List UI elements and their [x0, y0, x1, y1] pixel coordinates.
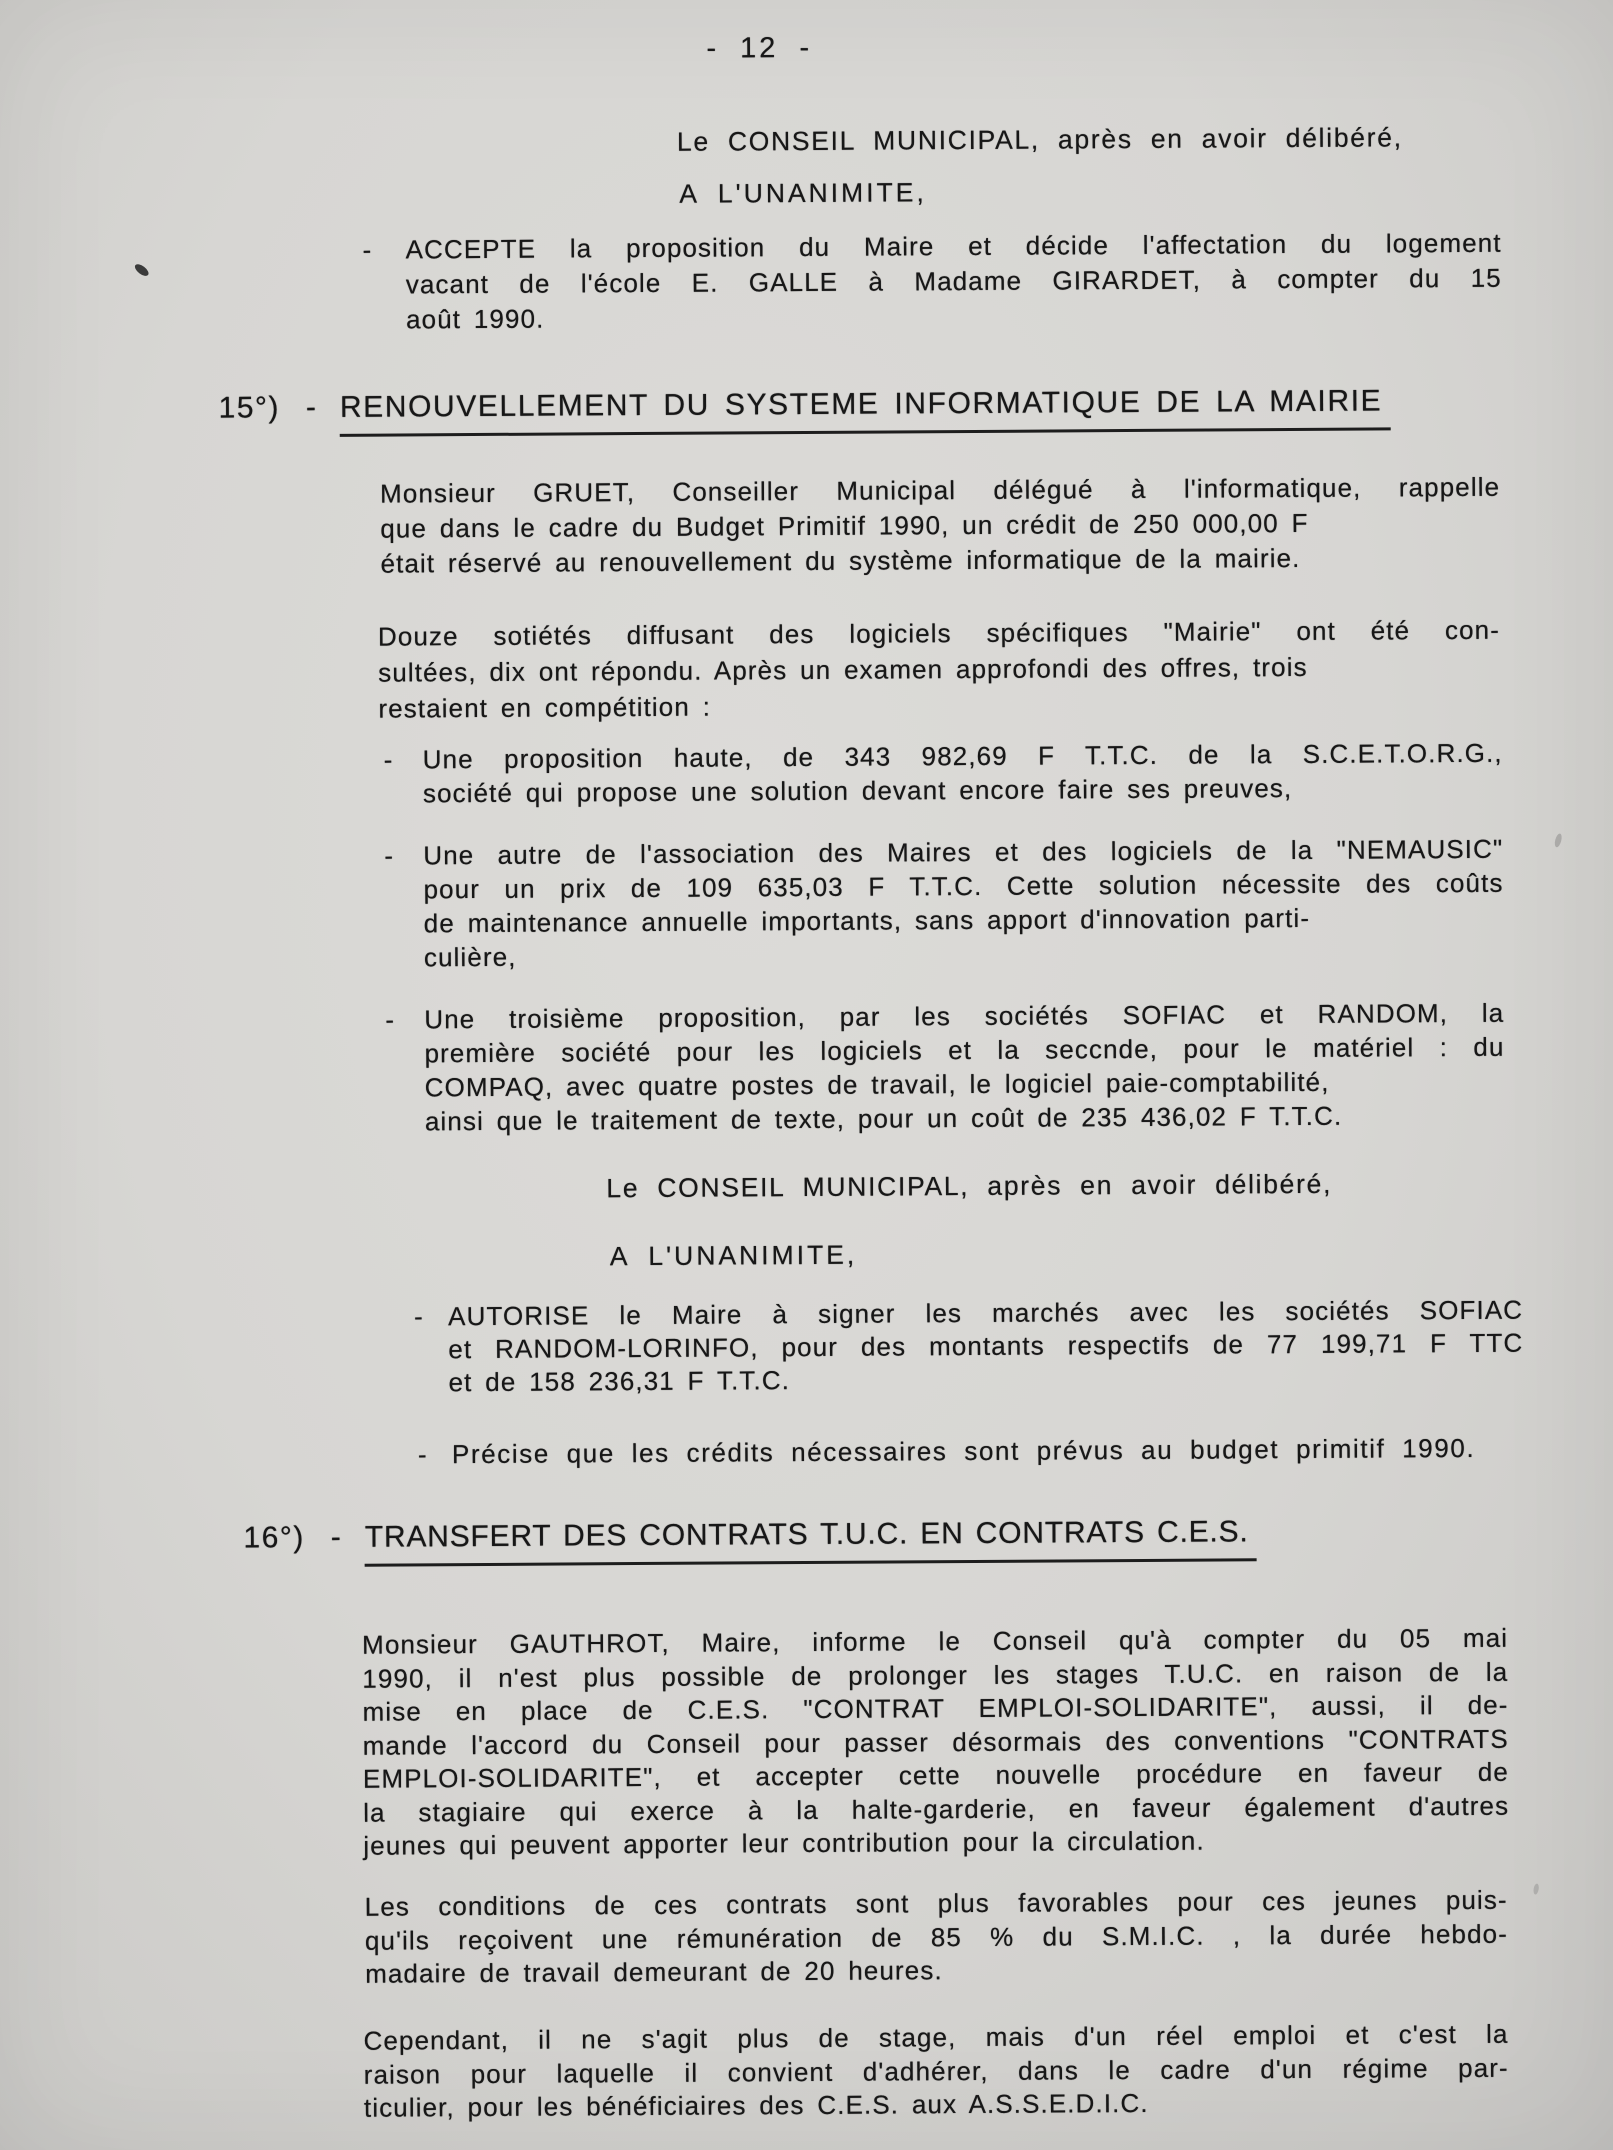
- text-line: pour un prix de 109 635,03 F T.T.C. Cette solution nécessite des coûts: [423, 867, 1504, 905]
- text-line: ainsi que le traitement de texte, pour un coût de 235 436,02 F T.T.C.: [424, 1100, 1343, 1137]
- bullet-dash: -: [385, 1004, 395, 1035]
- text-line: de maintenance annuelle importants, sans apport d'innovation parti-: [423, 902, 1311, 939]
- proposal-1: [383, 736, 1503, 811]
- text-line: Monsieur GAUTHROT, Maire, informe le Conseil qu'à compter du 05 mai: [362, 1622, 1509, 1660]
- text-line: mise en place de C.E.S. "CONTRAT EMPLOI-SOLIDARITE", aussi, il de-: [362, 1689, 1509, 1727]
- ink-speck: [1554, 833, 1563, 848]
- unanimity-line: A L'UNANIMITE,: [609, 1239, 858, 1272]
- text-line: jeunes qui peuvent apporter leur contribution pour la circulation.: [363, 1825, 1205, 1861]
- text-line: août 1990.: [405, 303, 545, 335]
- bullet-dash: -: [414, 1301, 423, 1332]
- text-line: ACCEPTE la proposition du Maire et décide l'affectation du logement: [405, 227, 1502, 265]
- text-line: Les conditions de ces contrats sont plus favorables pour ces jeunes puis-: [364, 1884, 1508, 1922]
- text-line: raison pour laquelle il convient d'adhérer, dans le cadre d'un régime par-: [363, 2052, 1509, 2090]
- text-line: la stagiaire qui exerce à la halte-garderie, en faveur également d'autres: [363, 1790, 1510, 1828]
- paragraph-cependant: [363, 2018, 1509, 2125]
- text-line: 1990, il n'est plus possible de prolonger les stages T.U.C. en raison de la: [362, 1656, 1509, 1694]
- proposal-3: [385, 996, 1505, 1139]
- text-line: mande l'accord du Conseil pour passer désormais des conventions "CONTRATS: [362, 1723, 1509, 1761]
- autorise-clause: [414, 1294, 1524, 1400]
- text-line: et de 158 236,31 F T.T.C.: [448, 1365, 791, 1398]
- paragraph-gauthrot: [362, 1622, 1509, 1863]
- text-line: Une proposition haute, de 343 982,69 F T.T.C. de la S.C.E.T.O.R.G.,: [422, 737, 1503, 775]
- text-line: restaient en compétition :: [378, 691, 712, 724]
- bullet-dash: -: [383, 744, 393, 775]
- text-line: culière,: [423, 941, 517, 973]
- bullet-dash: -: [417, 1439, 427, 1470]
- accepte-clause: [362, 226, 1503, 338]
- text-line: sultées, dix ont répondu. Après un examen approfondi des offres, trois: [378, 651, 1308, 688]
- text-line: Une troisième proposition, par les sociétés SOFIAC et RANDOM, la: [424, 997, 1505, 1035]
- text-line: ticulier, pour les bénéficiaires des C.E.S. aux A.S.S.E.D.I.C.: [363, 2087, 1149, 2123]
- heading-dash: -: [305, 390, 317, 425]
- text-line: Précise que les crédits nécessaires sont prévus au budget primitif 1990.: [451, 1432, 1476, 1470]
- precise-clause: [417, 1432, 1476, 1471]
- section-heading-15: [218, 384, 1390, 437]
- proposal-2: [384, 832, 1504, 975]
- section-title: TRANSFERT DES CONTRATS T.U.C. EN CONTRATS C.E.S.: [365, 1515, 1257, 1566]
- text-line: qu'ils reçoivent une rémunération de 85 % du S.M.I.C. , la durée hebdo-: [364, 1918, 1509, 1956]
- text-line: COMPAQ, avec quatre postes de travail, le logiciel paie-comptabilité,: [424, 1066, 1330, 1103]
- section-number: 16°): [243, 1521, 305, 1555]
- section-heading-16: [243, 1515, 1256, 1567]
- text-line: et RANDOM-LORINFO, pour des montants respectifs de 77 199,71 F TTC: [448, 1327, 1524, 1365]
- text-line: EMPLOI-SOLIDARITE", et accepter cette nouvelle procédure en faveur de: [362, 1756, 1510, 1794]
- text-line: était réservé au renouvellement du système informatique de la mairie.: [380, 542, 1301, 579]
- section-title: RENOUVELLEMENT DU SYSTEME INFORMATIQUE DE LA MAIRIE: [340, 384, 1391, 436]
- text-line: première société pour les logiciels et la seccnde, pour le matériel : du: [424, 1031, 1505, 1069]
- section-number: 15°): [218, 391, 281, 425]
- ink-speck: [133, 262, 151, 278]
- text-line: AUTORISE le Maire à signer les marchés avec les sociétés SOFIAC: [448, 1294, 1524, 1332]
- paragraph-gruet: [380, 470, 1501, 582]
- paragraph-consultation: [378, 612, 1501, 727]
- deliberation-line: Le CONSEIL MUNICIPAL, après en avoir délibéré,: [676, 122, 1403, 157]
- text-line: vacant de l'école E. GALLE à Madame GIRARDET, à compter du 15: [405, 262, 1502, 300]
- unanimity-line: A L'UNANIMITE,: [679, 177, 927, 209]
- heading-dash: -: [330, 1520, 341, 1554]
- page-number: - 12 -: [706, 31, 813, 65]
- text-line: que dans le cadre du Budget Primitif 1990, un crédit de 250 000,00 F: [380, 507, 1309, 544]
- paragraph-conditions: [365, 1884, 1509, 1991]
- deliberation-line: Le CONSEIL MUNICIPAL, après en avoir délibéré,: [606, 1168, 1333, 1204]
- text-line: Douze sotiétés diffusant des logiciels spécifiques "Mairie" ont été con-: [377, 614, 1501, 652]
- bullet-dash: -: [362, 234, 372, 265]
- text-line: Une autre de l'association des Maires et des logiciels de la "NEMAUSIC": [423, 833, 1504, 871]
- bullet-dash: -: [384, 840, 394, 871]
- text-line: madaire de travail demeurant de 20 heures.: [365, 1955, 943, 1989]
- ink-speck: [1533, 1883, 1540, 1895]
- text-line: Monsieur GRUET, Conseiller Municipal délégué à l'informatique, rappelle: [380, 471, 1501, 509]
- text-line: Cependant, il ne s'agit plus de stage, mais d'un réel emploi et c'est la: [363, 2018, 1509, 2056]
- text-line: société qui propose une solution devant encore faire ses preuves,: [422, 773, 1293, 809]
